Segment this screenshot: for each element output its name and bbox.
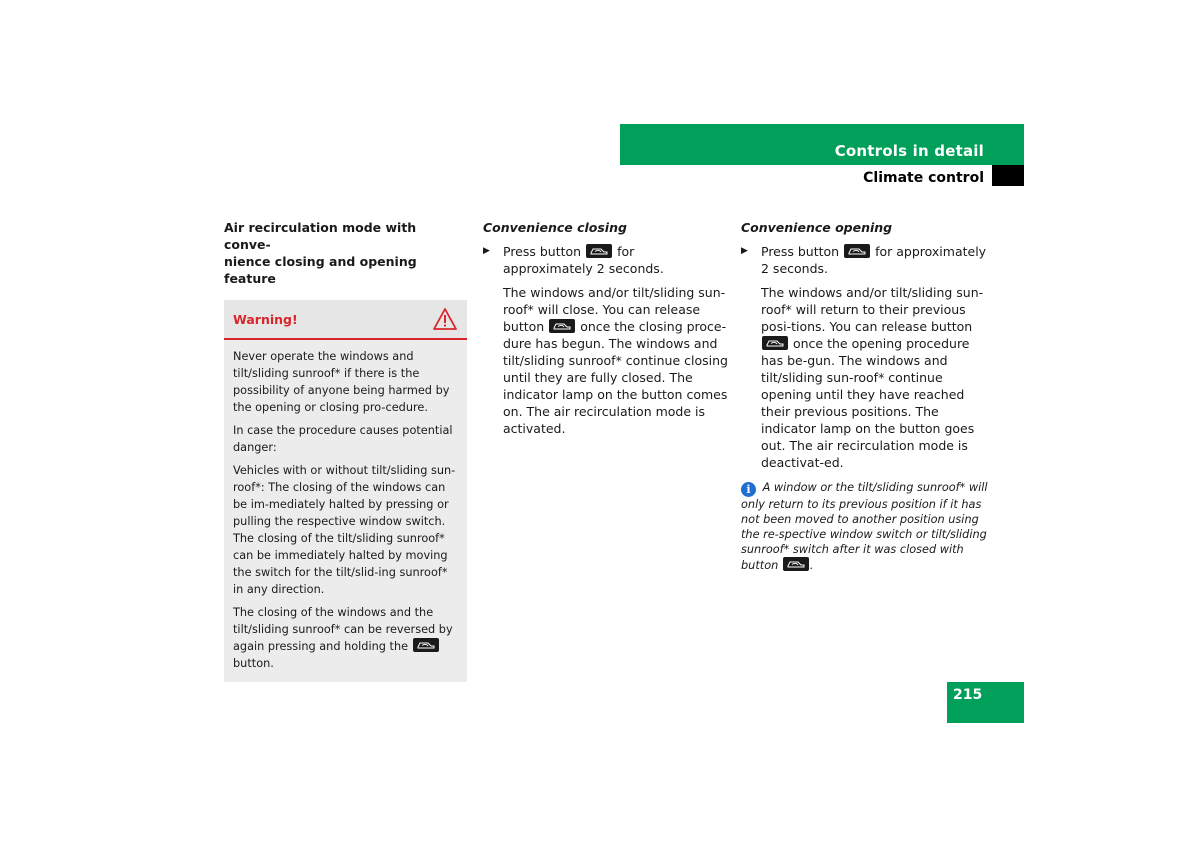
warning-paragraph: In case the procedure causes potential danger:: [233, 424, 453, 454]
page-number: 215: [953, 687, 983, 703]
body-text: The windows and/or tilt/sliding sun-roof* will close. You can release button: [503, 285, 726, 334]
list-item: [483, 243, 728, 277]
body-paragraph: [503, 284, 728, 437]
warning-paragraph: Never operate the windows and tilt/sliding sunroof* if there is the possibility of anyone being harmed by the opening or closing pro-cedure.: [233, 350, 450, 414]
subsection-marker: [992, 165, 1024, 186]
convenience-opening-heading: Convenience opening: [741, 220, 893, 235]
note-text: .: [809, 559, 814, 572]
air-recirculation-button-icon: [549, 319, 575, 333]
warning-paragraph: [233, 604, 458, 672]
warning-text: The closing of the windows and the tilt/sliding sunroof* can be reversed by again pressing and holding the: [233, 606, 453, 653]
instruction-text: for approximately 2 seconds.: [503, 244, 664, 276]
instruction-text: for approximately 2 seconds.: [761, 244, 987, 276]
subsection-title: Climate control: [863, 170, 984, 186]
note-text: A window or the tilt/sliding sunroof* will only return to its previous position if it has not been moved to another position using the re-spective window switch or tilt/sliding sunroof* switch after it was closed with button: [741, 481, 988, 572]
body-text: once the closing proce-dure has begun. The windows and tilt/sliding sunroof* continue closing until they are fully closed. The indicator lamp on the button comes on. The air recirculation mode is activated.: [503, 319, 728, 436]
body-text: The windows and/or tilt/sliding sun-roof* will return to their previous posi-tions. You can release button: [761, 285, 984, 334]
air-recirculation-button-icon: [413, 638, 439, 652]
section-heading-line: Air recirculation mode with conve-: [224, 220, 417, 252]
warning-box: [224, 300, 467, 682]
list-item: [741, 243, 991, 277]
column-middle: [483, 219, 728, 437]
column-left: [224, 219, 467, 682]
warning-text: button.: [233, 657, 274, 670]
air-recirculation-button-icon: [586, 244, 612, 258]
triangle-bullet-icon: ▶: [483, 246, 490, 256]
instruction-text: Press button: [761, 244, 840, 259]
warning-body: [224, 340, 467, 682]
warning-triangle-icon: [433, 308, 457, 330]
warning-header: [224, 300, 467, 340]
body-text: once the opening procedure has be-gun. The windows and tilt/sliding sun-roof* continue opening until they have reached their previous positions. The indicator lamp on the button goes out. The air recirculation mode is deactivat-ed.: [761, 336, 975, 470]
info-note: [741, 480, 991, 573]
triangle-bullet-icon: ▶: [741, 246, 748, 256]
air-recirculation-button-icon: [844, 244, 870, 258]
body-paragraph: [761, 284, 991, 471]
list-item-text: [761, 243, 991, 277]
instruction-text: Press button: [503, 244, 582, 259]
list-item-text: [503, 243, 728, 277]
warning-paragraph: Vehicles with or without tilt/sliding sun-roof*: The closing of the windows can be im-mediately halted by pressing or pulling the respective window switch. The closing of the tilt/sliding sunroof* can be immediately halted by moving the switch for the tilt/slid-ing sunroof* in any direction.: [233, 464, 456, 596]
air-recirculation-button-icon: [762, 336, 788, 350]
air-recirculation-button-icon: [783, 557, 809, 571]
column-right: [741, 219, 991, 573]
info-icon: i: [741, 482, 756, 497]
section-heading: [224, 219, 467, 287]
section-heading-line: nience closing and opening feature: [224, 254, 417, 286]
convenience-closing-heading: Convenience closing: [483, 220, 627, 235]
section-title: Controls in detail: [834, 142, 984, 160]
warning-title: Warning!: [233, 311, 298, 327]
